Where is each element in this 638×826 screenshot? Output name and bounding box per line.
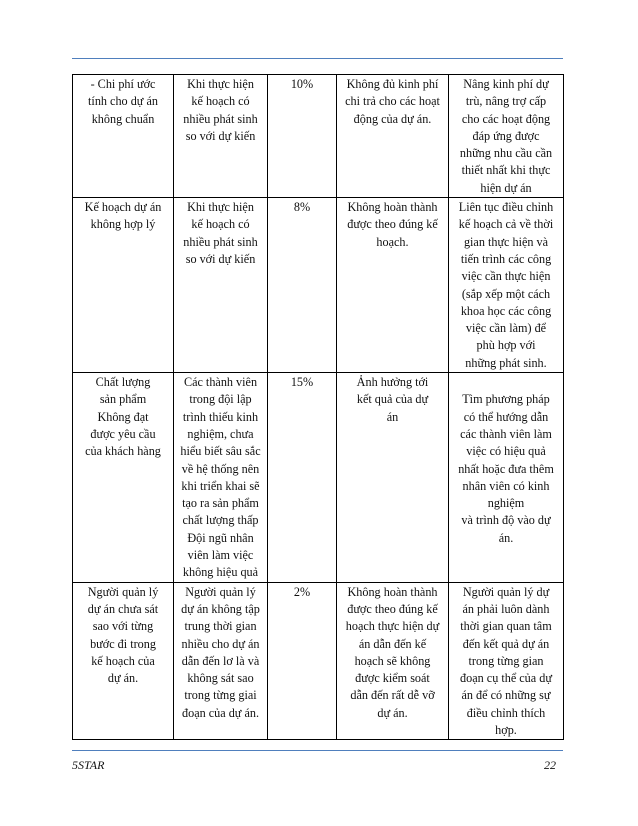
risk-table [72,74,564,740]
footer-company: 5STAR [72,758,105,772]
risk-cell: Người quản lý dự án chưa sát sao với từng bước đi trong kế hoạch của dự án. [73,582,174,740]
impact-cell: Không đủ kinh phí chi trả cho các hoạt động của dự án. [337,75,449,198]
probability-cell: 15% [268,373,337,583]
solution-cell: Nâng kinh phí dự trù, nâng trợ cấp cho các hoạt động đáp ứng được những nhu cầu cần thiết nhất khi thực hiện dự án [449,75,564,198]
solution-cell: Tìm phương pháp có thể hướng dẫn các thành viên làm việc có hiệu quả nhất hoặc đưa thêm nhân viên có kinh nghiệm và trình độ vào dự án. [449,373,564,583]
table-row [73,582,564,740]
probability-cell: 8% [268,198,337,373]
risk-cell: Chất lượng sản phẩm Không đạt được yêu cầu của khách hàng [73,373,174,583]
risk-cell: - Chi phí ước tính cho dự án không chuẩn [73,75,174,198]
header-rule [72,58,563,59]
probability-cell: 2% [268,582,337,740]
impact-cell: Không hoàn thành được theo đúng kế hoạch thực hiện dự án dẫn đến kế hoạch sẽ không được kiểm soát dẫn đến rất dễ vỡ dự án. [337,582,449,740]
probability-cell: 10% [268,75,337,198]
table-row [73,198,564,373]
footer-rule [72,750,563,751]
solution-cell: Liên tục điều chỉnh kế hoạch cả về thời gian thực hiện và tiến trình các công việc cần thực hiện (sắp xếp một cách khoa học các công việc cần làm) để phù hợp với những phát sinh. [449,198,564,373]
impact-cell: Ảnh hưởng tới kết quả của dự án [337,373,449,583]
cause-cell: Khi thực hiện kế hoạch có nhiều phát sinh so với dự kiến [174,198,268,373]
risk-cell: Kế hoạch dự án không hợp lý [73,198,174,373]
table-row [73,75,564,198]
page-number: 22 [544,758,556,772]
table-row [73,373,564,583]
impact-cell: Không hoàn thành được theo đúng kế hoạch. [337,198,449,373]
solution-cell: Người quản lý dự án phải luôn dành thời gian quan tâm đến kết quả dự án trong từng gian đoạn cụ thể của dự án để có những sự điều chỉnh thích hợp. [449,582,564,740]
cause-cell: Người quản lý dự án không tập trung thời gian nhiều cho dự án dẫn đến lơ là và không sát sao trong từng giai đoạn của dự án. [174,582,268,740]
cause-cell: Khi thực hiện kế hoạch có nhiều phát sinh so với dự kiến [174,75,268,198]
cause-cell: Các thành viên trong đội lập trình thiếu kinh nghiệm, chưa hiểu biết sâu sắc về hệ thống nên khi triển khai sẽ tạo ra sản phẩm chất lượng thấp Đội ngũ nhân viên làm việc không hiệu quả [174,373,268,583]
